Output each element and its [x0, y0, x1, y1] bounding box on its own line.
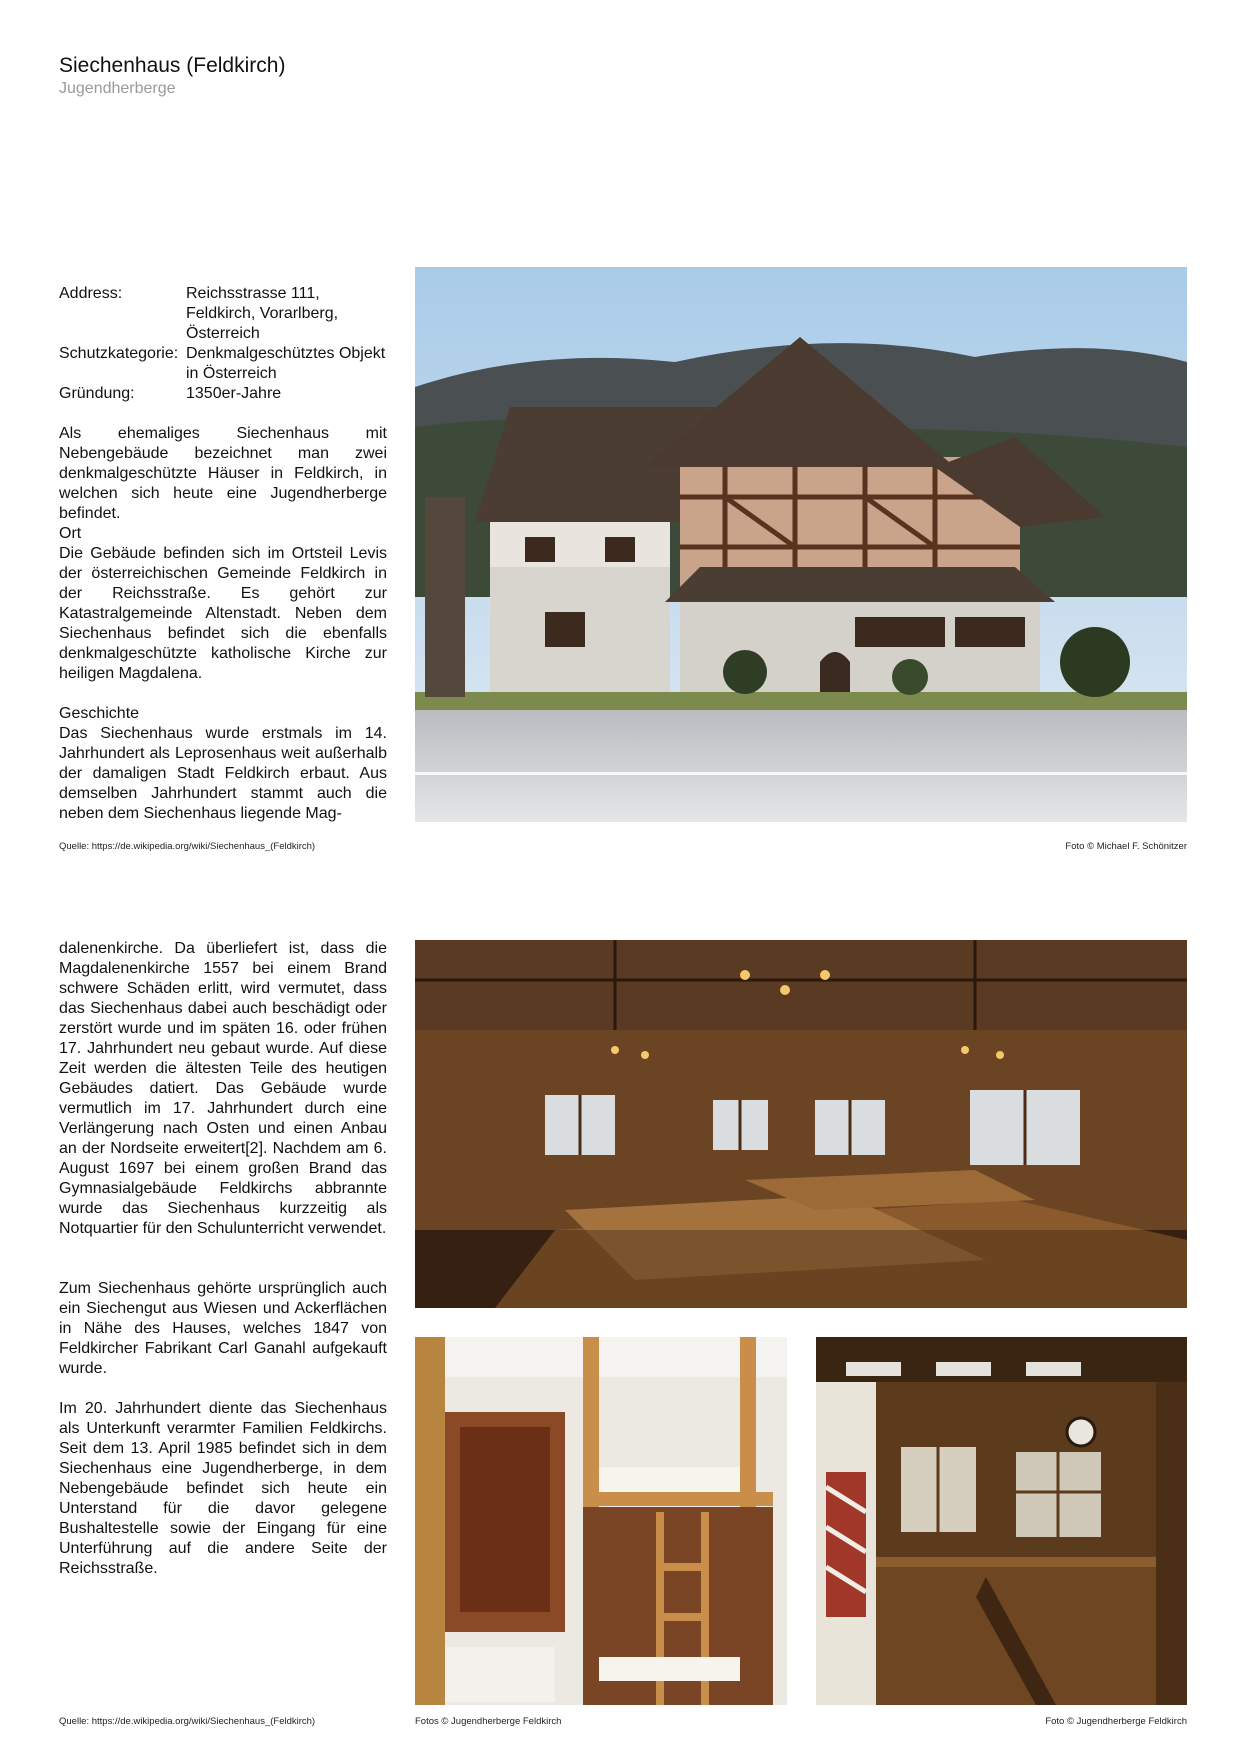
photo-bunk-room: [415, 1337, 787, 1705]
photo-credit-bottom-right: Foto © Jugendherberge Feldkirch: [1045, 1716, 1187, 1727]
intro-paragraph: Als ehemaliges Siechenhaus mit Nebengebäude bezeichnet man zwei denkmalgeschützte Häuser in Feldkirch, in welchen sich heute eine Jugendherberge befindet.: [59, 425, 387, 522]
fact-value: Denkmalgeschütztes Objekt in Österreich: [186, 345, 386, 382]
fact-label: Gründung:: [59, 385, 135, 402]
ort-paragraph: Die Gebäude befinden sich im Ortsteil Levis der österreichischen Gemeinde Feldkirch in der Reichsstraße. Es gehört zur Katastralgemeinde Altenstadt. Neben dem Siechenhaus befindet sich die ebenfalls denkmalgeschützte katholische Kirche zur heiligen Magdalena.: [59, 545, 387, 682]
fact-row-schutzkategorie: [59, 344, 389, 384]
geschichte-paragraph-3: Im 20. Jahrhundert diente das Siechenhaus als Unterkunft verarmter Familien Feldkirchs. Seit dem 13. April 1985 befindet sich in dem Siechenhaus eine Jugendherberge, in dem Nebengebäude befindet sich heute ein Unterstand für die davor gelegene Bushaltestelle sowie der Eingang für eine Unterführung auf die andere Seite der Reichsstraße.: [59, 1400, 387, 1577]
geschichte-paragraph-2: Zum Siechenhaus gehörte ursprünglich auch ein Siechengut aus Wiesen und Ackerflächen in Nähe des Hauses, welches 1847 von Feldkircher Fabrikant Carl Ganahl aufgekauft wurde.: [59, 1280, 387, 1377]
fact-row-address: [59, 284, 389, 344]
fact-value: 1350er-Jahre: [186, 385, 282, 402]
photo-dining-room: [415, 940, 1187, 1308]
fact-label: Schutzkategorie:: [59, 345, 179, 362]
photo-exterior-siechenhaus: [415, 267, 1187, 822]
fact-value: Reichsstrasse 111, Feldkirch, Vorarlberg, Österreich: [186, 285, 339, 342]
photos-credit-bottom-left: Fotos © Jugendherberge Feldkirch: [415, 1716, 562, 1727]
page-subtitle: Jugendherberge: [59, 80, 176, 97]
fact-row-gruendung: [59, 384, 389, 404]
geschichte-paragraph-part1: Das Siechenhaus wurde erstmals im 14. Jahrhundert als Leprosenhaus weit außerhalb der damaligen Stadt Feldkirch erbaut. Aus demselben Jahrhundert stammt auch die neben dem Siechenhaus liegende Mag-: [59, 725, 387, 822]
section-heading-ort: Ort: [59, 525, 82, 542]
facts-table: [59, 284, 389, 404]
section-heading-geschichte: Geschichte: [59, 705, 140, 722]
source-caption-bottom: Quelle: https://de.wikipedia.org/wiki/Siechenhaus_(Feldkirch): [59, 1716, 316, 1727]
photo-reception: [816, 1337, 1187, 1705]
geschichte-paragraph-part2: dalenenkirche. Da überliefert ist, dass die Magdalenenkirche 1557 bei einem Brand schwere Schäden erlitt, wird vermutet, dass das Siechenhaus dabei auch beschädigt oder zerstört wurde und im späten 16. oder frühen 17. Jahrhundert neu gebaut wurde. Auf diese Zeit werden die ältesten Teile des heutigen Gebäudes datiert. Das Gebäude wurde vermutlich im 17. Jahrhundert durch eine Verlängerung nach Osten und einen Anbau an der Nordseite erweitert[2]. Nachdem am 6. August 1697 bei einem großen Brand das Gymnasialgebäude Feldkirchs abbrannte wurde das Siechenhaus kurzzeitig als Notquartier für den Schulunterricht verwendet.: [59, 940, 387, 1237]
page-title: Siechenhaus (Feldkirch): [59, 54, 286, 77]
fact-label: Address:: [59, 285, 123, 302]
photo-credit-top: Foto © Michael F. Schönitzer: [1065, 841, 1187, 852]
source-caption-top: Quelle: https://de.wikipedia.org/wiki/Siechenhaus_(Feldkirch): [59, 841, 316, 852]
